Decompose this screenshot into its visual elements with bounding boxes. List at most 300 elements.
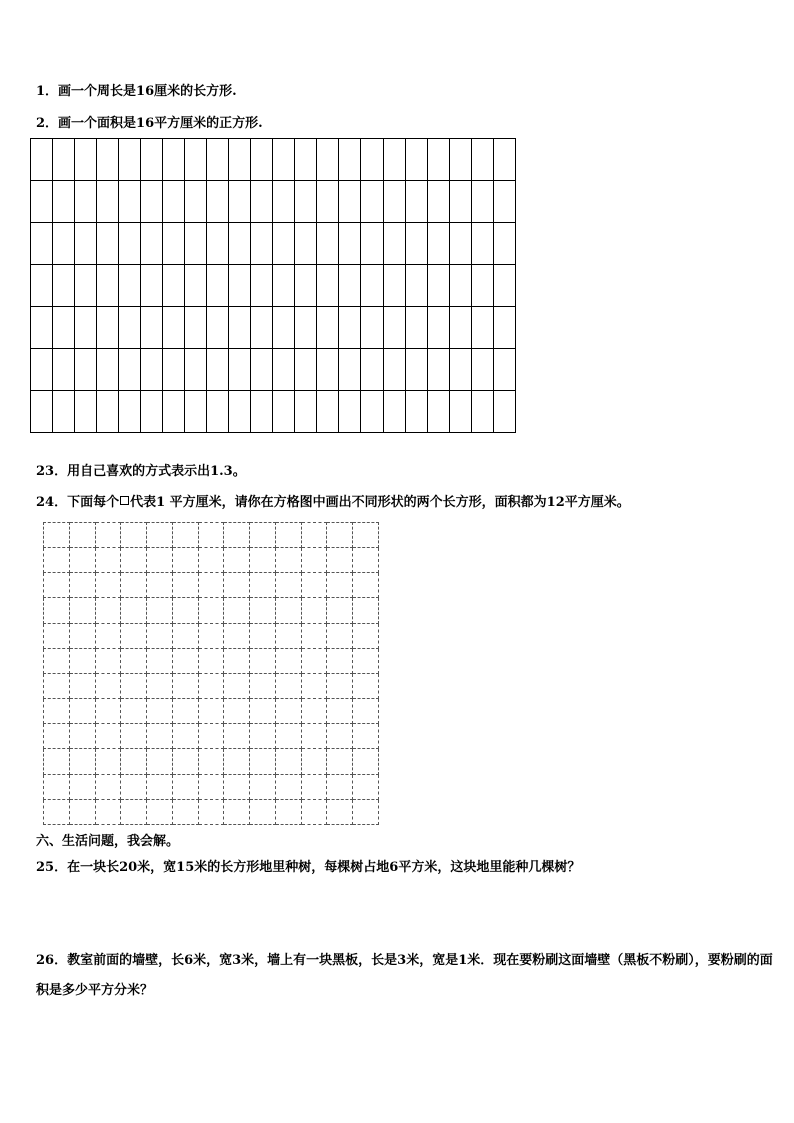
dashed-grid-cell [301,774,327,799]
grid-cell [119,223,141,265]
dashed-grid-cell [250,523,276,548]
grid-row [44,623,379,648]
grid-cell [273,181,295,223]
grid-cell [53,223,75,265]
dashed-grid-cell [224,598,250,623]
grid-cell [229,391,251,433]
dashed-grid-cell [172,598,198,623]
dashed-grid-cell [198,749,224,774]
dashed-grid-cell [172,648,198,673]
dashed-grid-cell [147,749,173,774]
grid-cell [53,265,75,307]
section-6-heading: 六、生活问题，我会解。 [36,834,180,849]
grid-cell [427,391,449,433]
dashed-grid-cell [198,799,224,824]
dashed-grid-cell [147,548,173,573]
grid-cell [53,307,75,349]
grid-cell [295,391,317,433]
dashed-grid-cell [147,774,173,799]
dashed-grid-cell [275,648,301,673]
grid-row [44,673,379,698]
grid-cell [295,139,317,181]
dashed-grid-cell [250,724,276,749]
grid-cell [31,307,53,349]
dashed-grid-cell [147,799,173,824]
grid-cell [163,307,185,349]
dashed-grid-cell [301,573,327,598]
grid-cell [339,265,361,307]
grid-cell [185,181,207,223]
grid-cell [361,223,383,265]
dashed-grid-cell [147,673,173,698]
dashed-grid-cell [69,673,95,698]
dashed-grid-cell [198,623,224,648]
dashed-grid-cell [301,799,327,824]
grid-cell [251,307,273,349]
grid-cell [471,349,493,391]
dashed-grid-cell [121,673,147,698]
dashed-grid-cell [250,623,276,648]
dashed-grid-cell [95,648,121,673]
grid-cell [75,307,97,349]
grid-cell [119,139,141,181]
grid-cell [273,265,295,307]
dashed-grid-cell [172,523,198,548]
dashed-grid-cell [172,799,198,824]
grid-cell [471,391,493,433]
grid-cell [295,349,317,391]
grid-cell [97,307,119,349]
question-2: 2．画一个面积是16平方厘米的正方形. [36,116,263,131]
dashed-grid-cell [327,548,353,573]
grid-cell [229,181,251,223]
grid-cell [207,349,229,391]
grid-cell [119,307,141,349]
dashed-grid-cell [353,799,379,824]
dashed-grid-cell [44,598,70,623]
dashed-grid-cell [147,623,173,648]
dashed-grid-cell [172,749,198,774]
grid-cell [273,391,295,433]
grid-cell [97,265,119,307]
dashed-grid-cell [224,648,250,673]
dashed-grid-cell [69,648,95,673]
dashed-grid-cell [301,598,327,623]
dashed-grid-cell [327,673,353,698]
dashed-grid-cell [301,699,327,724]
dashed-grid-cell [275,749,301,774]
dashed-grid-cell [198,724,224,749]
grid-cell [141,391,163,433]
grid-cell [449,265,471,307]
dashed-grid-cell [301,749,327,774]
grid-cell [405,349,427,391]
grid-cell [383,223,405,265]
dashed-grid-cell [172,673,198,698]
grid-cell [405,181,427,223]
dashed-grid-cell [301,673,327,698]
grid-cell [449,223,471,265]
dashed-grid-cell [301,523,327,548]
grid-cell [251,349,273,391]
dashed-grid-cell [44,648,70,673]
grid-cell [405,391,427,433]
dashed-grid-cell [69,623,95,648]
grid-cell [471,307,493,349]
dashed-grid-cell [353,673,379,698]
dashed-grid-cell [250,799,276,824]
dashed-grid-cell [121,548,147,573]
grid-cell [163,391,185,433]
grid-cell [471,139,493,181]
dashed-grid-cell [275,699,301,724]
dashed-grid-cell [69,573,95,598]
dashed-grid-cell [198,673,224,698]
dashed-grid-cell [95,749,121,774]
grid-cell [185,307,207,349]
dashed-grid-cell [44,724,70,749]
dashed-grid-cell [69,724,95,749]
dashed-grid-cell [327,598,353,623]
dashed-grid-cell [353,699,379,724]
dashed-grid-cell [121,523,147,548]
grid-cell [295,181,317,223]
dashed-grid-cell [250,699,276,724]
grid-cell [493,349,515,391]
grid-row [44,648,379,673]
grid-cell [75,391,97,433]
grid-row [44,799,379,824]
dashed-grid-cell [95,573,121,598]
grid-cell [229,307,251,349]
grid-cell [75,349,97,391]
grid-cell [75,265,97,307]
grid-cell [251,265,273,307]
grid-cell [427,349,449,391]
dashed-grid-cell [327,724,353,749]
dashed-grid-cell [353,648,379,673]
dashed-grid-cell [69,598,95,623]
grid-cell [339,223,361,265]
grid-cell [273,349,295,391]
grid-cell [449,391,471,433]
dashed-grid-cell [44,749,70,774]
dashed-grid-cell [121,724,147,749]
dashed-grid-cell [224,799,250,824]
grid-cell [339,139,361,181]
question-1: 1．画一个周长是16厘米的长方形. [36,84,237,99]
grid-cell [75,181,97,223]
grid-cell [31,181,53,223]
dashed-grid-cell [198,648,224,673]
grid-cell [361,139,383,181]
dashed-grid-cell [250,598,276,623]
question-25: 25．在一块长20米，宽15米的长方形地里种树，每棵树占地6平方米，这块地里能种几棵树？ [36,860,581,875]
grid-cell [295,265,317,307]
dashed-grid-cell [275,523,301,548]
grid-cell [31,223,53,265]
dashed-grid-cell [121,799,147,824]
grid-cell [251,139,273,181]
grid-cell [229,265,251,307]
dashed-grid-cell [172,548,198,573]
grid-row [31,139,516,181]
grid-cell [273,307,295,349]
grid-row [31,265,516,307]
dashed-grid-cell [121,648,147,673]
grid-cell [97,223,119,265]
grid-cell [383,349,405,391]
dashed-grid-cell [95,673,121,698]
question-24-text-before: 24．下面每个 [36,495,120,510]
grid-cell [361,391,383,433]
grid-cell [163,265,185,307]
grid-cell [53,391,75,433]
dashed-grid-cell [69,749,95,774]
dashed-grid-cell [275,724,301,749]
dashed-grid-cell [275,623,301,648]
dashed-grid-cell [353,749,379,774]
grid-cell [119,181,141,223]
dashed-grid-cell [301,724,327,749]
grid-cell [251,391,273,433]
grid-cell [229,223,251,265]
dashed-grid-cell [275,774,301,799]
grid-cell [361,349,383,391]
dashed-grid-cell [301,648,327,673]
grid-cell [141,181,163,223]
grid-cell [53,181,75,223]
grid-cell [185,139,207,181]
dashed-grid-cell [353,523,379,548]
dashed-grid-cell [250,648,276,673]
dashed-grid-cell [69,523,95,548]
grid-cell [53,139,75,181]
dashed-grid-cell [147,598,173,623]
grid-row [44,573,379,598]
dashed-grid-cell [44,623,70,648]
dashed-grid-cell [121,749,147,774]
grid-cell [185,265,207,307]
dashed-grid-cell [250,774,276,799]
dashed-grid-cell [121,598,147,623]
grid-row [44,699,379,724]
dashed-grid-cell [275,598,301,623]
grid-row [31,391,516,433]
grid-cell [317,391,339,433]
dashed-grid-cell [121,623,147,648]
small-square-icon [120,496,129,505]
dashed-grid-cell [147,724,173,749]
grid-cell [163,181,185,223]
grid-cell [141,139,163,181]
grid-cell [317,139,339,181]
solid-grid [30,138,516,433]
grid-cell [31,265,53,307]
grid-row [44,749,379,774]
grid-cell [207,265,229,307]
dashed-grid-cell [44,523,70,548]
dashed-grid-cell [301,623,327,648]
grid-cell [383,139,405,181]
dashed-grid-cell [95,523,121,548]
grid-cell [163,349,185,391]
dashed-grid-cell [44,699,70,724]
dashed-grid-cell [69,548,95,573]
dashed-grid-cell [44,774,70,799]
grid-cell [141,349,163,391]
dashed-grid-cell [224,774,250,799]
dashed-grid-cell [198,699,224,724]
grid-cell [141,307,163,349]
grid-cell [339,349,361,391]
dashed-grid-cell [172,774,198,799]
grid-row [31,349,516,391]
grid-cell [471,181,493,223]
grid-cell [427,139,449,181]
grid-row [31,223,516,265]
dashed-grid-cell [275,548,301,573]
grid-row [31,181,516,223]
dashed-grid-cell [250,673,276,698]
grid-cell [383,307,405,349]
grid-cell [427,307,449,349]
dashed-grid-cell [95,548,121,573]
grid-cell [119,265,141,307]
dashed-grid-cell [198,774,224,799]
grid-cell [97,349,119,391]
grid-cell [141,223,163,265]
dashed-grid-cell [147,648,173,673]
grid-cell [141,265,163,307]
grid-cell [493,223,515,265]
grid-row [44,774,379,799]
dashed-grid-cell [224,699,250,724]
dashed-grid-cell [327,648,353,673]
dashed-grid-cell [327,799,353,824]
grid-cell [97,181,119,223]
dashed-grid-cell [327,523,353,548]
grid-cell [493,265,515,307]
dashed-grid-cell [95,799,121,824]
dashed-grid-cell [250,749,276,774]
grid-cell [317,307,339,349]
dashed-grid-cell [121,774,147,799]
question-24 [36,495,630,511]
grid-cell [471,223,493,265]
dashed-grid-cell [224,548,250,573]
grid-cell [427,265,449,307]
grid-cell [295,307,317,349]
question-26: 26．教室前面的墙壁，长6米，宽3米，墙上有一块黑板，长是3米，宽是1米．现在要粉刷这面墙壁（黑板不粉刷），要粉刷的面积是多少平方分米？ [36,953,773,998]
grid-cell [339,391,361,433]
grid-cell [361,265,383,307]
grid-row [31,307,516,349]
dashed-grid-cell [327,623,353,648]
dashed-grid-cell [172,699,198,724]
dashed-grid-cell [198,598,224,623]
grid-cell [295,223,317,265]
dashed-grid-cell [121,573,147,598]
grid-row [44,523,379,548]
grid-cell [75,223,97,265]
grid-row [44,548,379,573]
grid-cell [75,139,97,181]
question-23: 23．用自己喜欢的方式表示出1.3。 [36,464,246,479]
dashed-grid-cell [147,573,173,598]
grid-cell [207,391,229,433]
grid-cell [427,223,449,265]
grid-cell [493,181,515,223]
grid-cell [273,139,295,181]
grid-cell [163,139,185,181]
grid-cell [361,307,383,349]
grid-cell [185,223,207,265]
dashed-grid-cell [95,623,121,648]
dashed-grid-cell [44,673,70,698]
dashed-grid-cell [147,699,173,724]
grid-cell [493,391,515,433]
grid-cell [31,391,53,433]
dashed-grid-cell [224,749,250,774]
dashed-grid-cell [69,774,95,799]
grid-cell [339,307,361,349]
dashed-grid-cell [44,573,70,598]
dashed-grid-cell [327,573,353,598]
grid-cell [119,349,141,391]
grid-cell [449,349,471,391]
dashed-grid-cell [95,598,121,623]
grid-cell [273,223,295,265]
dashed-grid-cell [327,774,353,799]
grid-cell [229,139,251,181]
dashed-grid-cell [44,799,70,824]
dashed-grid-cell [121,699,147,724]
dashed-grid-cell [224,573,250,598]
grid-cell [339,181,361,223]
grid-cell [405,223,427,265]
dashed-grid-cell [327,749,353,774]
dashed-grid-cell [353,548,379,573]
grid-cell [31,349,53,391]
dashed-grid-cell [353,724,379,749]
grid-cell [317,349,339,391]
grid-cell [31,139,53,181]
dashed-grid-cell [172,724,198,749]
grid-cell [163,223,185,265]
dashed-grid-cell [69,799,95,824]
dashed-grid-cell [353,573,379,598]
grid-cell [207,223,229,265]
grid-cell [361,181,383,223]
question-24-text-after: 代表1 平方厘米，请你在方格图中画出不同形状的两个长方形，面积都为12平方厘米。 [130,495,630,510]
grid-cell [317,181,339,223]
dashed-grid-cell [95,699,121,724]
dashed-grid-cell [353,623,379,648]
grid-cell [185,391,207,433]
grid-cell [449,181,471,223]
grid-cell [317,265,339,307]
dashed-grid-cell [95,724,121,749]
dashed-grid-cell [147,523,173,548]
grid-cell [383,265,405,307]
grid-cell [251,223,273,265]
dashed-grid-cell [172,623,198,648]
grid-cell [405,139,427,181]
dashed-grid-cell [275,573,301,598]
dashed-grid-cell [353,774,379,799]
dashed-grid-cell [250,573,276,598]
